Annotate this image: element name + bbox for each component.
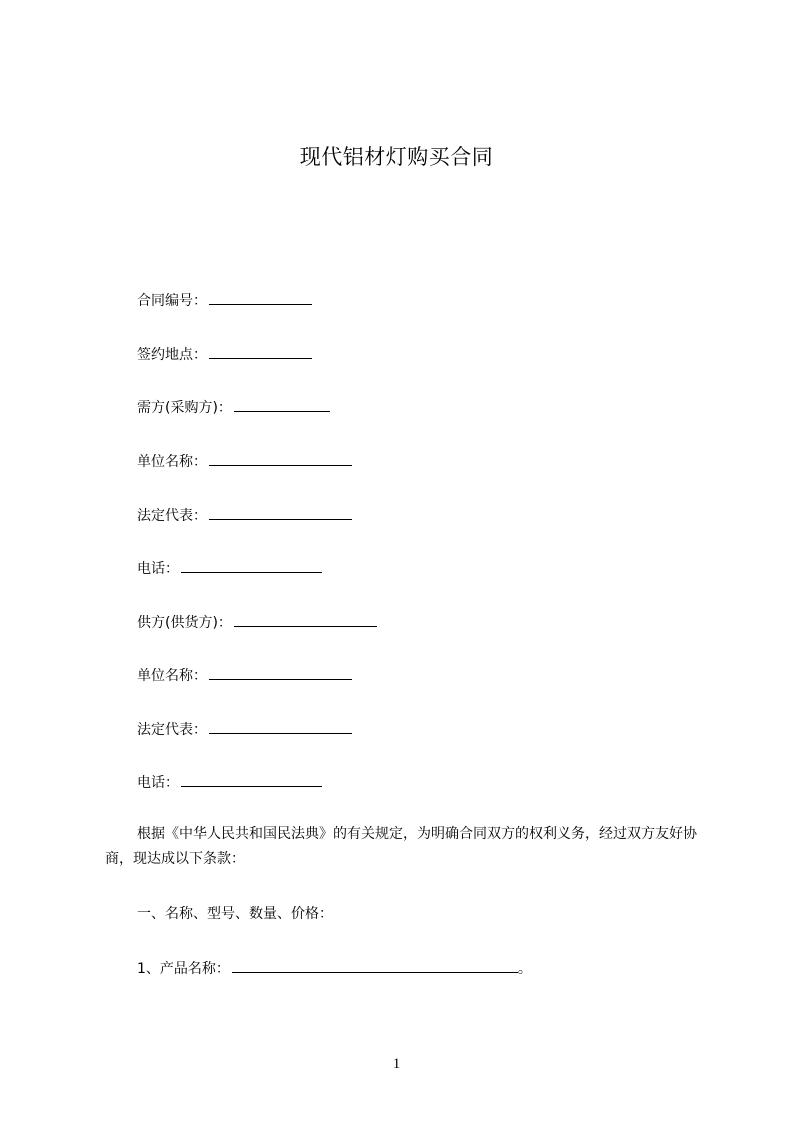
seller-unit-label: 单位名称： [137,668,207,684]
buyer-rep-field [137,505,352,526]
item-1-field [137,958,532,979]
item-1-suffix: 。 [517,961,532,977]
contract-no-blank [209,290,312,305]
buyer-phone-field [137,558,322,579]
sign-place-field [137,344,312,365]
buyer-unit-label: 单位名称： [137,454,207,470]
seller-phone-field [137,772,322,793]
buyer-rep-label: 法定代表： [137,508,207,524]
intro-paragraph: 根据《中华人民共和国民法典》的有关规定，为明确合同双方的权利义务，经过双方友好协商，现达成以下条款： [105,826,697,867]
buyer-unit-field [137,451,352,472]
sign-place-label: 签约地点： [137,347,207,363]
seller-phone-label: 电话： [137,775,179,791]
item-1-blank [232,958,518,973]
buyer-label: 需方(采购方)： [137,400,232,416]
seller-blank [234,612,377,627]
item-1-label: 1、产品名称： [137,961,230,977]
buyer-field [137,397,330,418]
section-1-heading: 一、名称、型号、数量、价格： [137,906,333,922]
sign-place-blank [209,344,312,359]
seller-rep-field [137,719,352,740]
contract-no-field [137,290,312,311]
buyer-phone-blank [181,558,322,573]
contract-title: 现代铝材灯购买合同 [299,145,494,169]
seller-field [137,612,377,633]
seller-unit-blank [209,665,352,680]
contract-no-label: 合同编号： [137,293,207,309]
buyer-phone-label: 电话： [137,561,179,577]
buyer-rep-blank [209,505,352,520]
seller-unit-field [137,665,352,686]
seller-rep-blank [209,719,352,734]
buyer-blank [234,397,330,412]
seller-rep-label: 法定代表： [137,722,207,738]
page-number: 1 [392,1056,401,1072]
seller-label: 供方(供货方)： [137,615,232,631]
buyer-unit-blank [209,451,352,466]
seller-phone-blank [181,772,322,787]
